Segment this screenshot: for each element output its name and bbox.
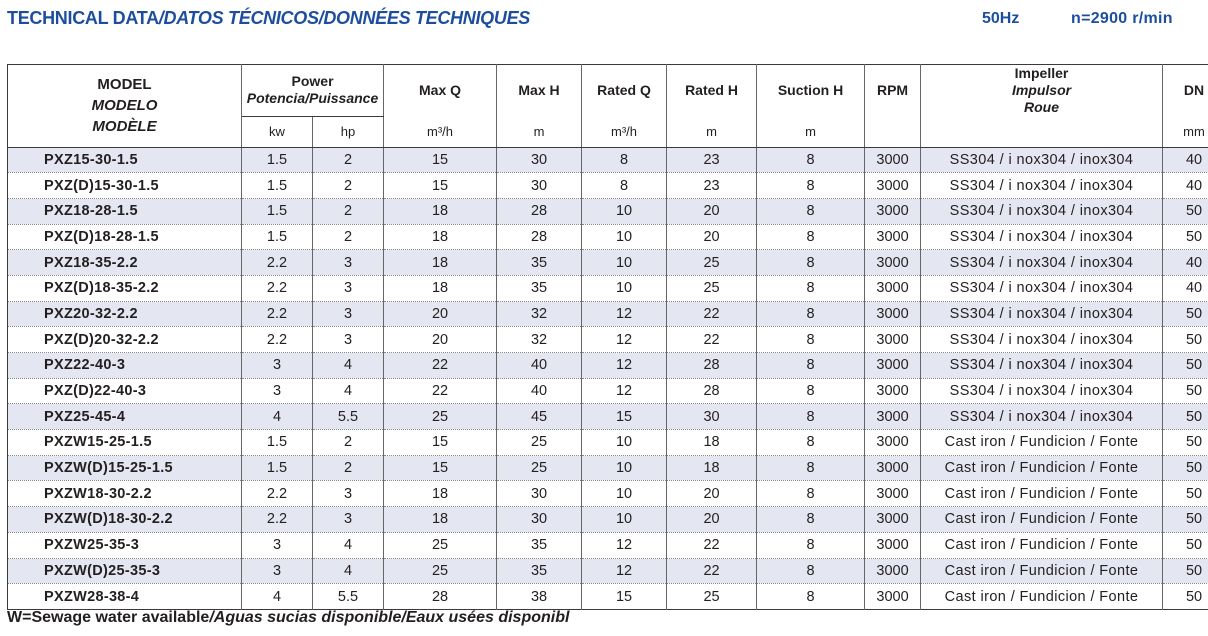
cell-dn: 40: [1163, 173, 1208, 199]
cell-rated-q: 10: [582, 507, 667, 533]
cell-rated-q: 12: [582, 327, 667, 353]
cell-max-q: 15: [384, 430, 497, 456]
cell-max-q: 25: [384, 558, 497, 584]
cell-power-kw: 2.2: [242, 327, 313, 353]
table-row: [8, 353, 1208, 379]
cell-max-q: 15: [384, 147, 497, 173]
cell-rated-h: 22: [667, 327, 757, 353]
cell-rpm: 3000: [865, 404, 921, 430]
cell-dn: 50: [1163, 481, 1208, 507]
footer-note-es: /Aguas sucias disponible: [209, 609, 402, 626]
cell-model: PXZW15-25-1.5: [8, 430, 242, 456]
cell-rated-h: 23: [667, 173, 757, 199]
cell-max-q: 20: [384, 301, 497, 327]
cell-impeller: SS304 / i nox304 / inox304: [921, 327, 1163, 353]
cell-suction-h: 8: [757, 224, 865, 250]
unit-rated-h: m: [667, 116, 757, 147]
cell-suction-h: 8: [757, 430, 865, 456]
cell-max-h: 32: [497, 327, 582, 353]
header-power: [242, 65, 384, 117]
cell-impeller: Cast iron / Fundicion / Fonte: [921, 430, 1163, 456]
frequency-label: 50Hz: [982, 10, 1020, 27]
cell-power-kw: 3: [242, 378, 313, 404]
cell-power-kw: 1.5: [242, 430, 313, 456]
cell-max-q: 22: [384, 353, 497, 379]
cell-model: PXZ25-45-4: [8, 404, 242, 430]
cell-power-kw: 1.5: [242, 173, 313, 199]
cell-rated-q: 10: [582, 481, 667, 507]
cell-rated-h: 28: [667, 353, 757, 379]
unit-rated-q: m³/h: [582, 116, 667, 147]
cell-suction-h: 8: [757, 327, 865, 353]
cell-suction-h: 8: [757, 558, 865, 584]
cell-impeller: Cast iron / Fundicion / Fonte: [921, 507, 1163, 533]
cell-rpm: 3000: [865, 481, 921, 507]
cell-rpm: 3000: [865, 327, 921, 353]
header-suction-h: Suction H: [757, 65, 865, 117]
cell-dn: 50: [1163, 327, 1208, 353]
cell-max-h: 25: [497, 430, 582, 456]
cell-power-kw: 2.2: [242, 301, 313, 327]
unit-max-h: m: [497, 116, 582, 147]
cell-max-q: 18: [384, 250, 497, 276]
cell-rated-q: 10: [582, 224, 667, 250]
cell-power-hp: 4: [313, 378, 384, 404]
unit-kw: kw: [242, 116, 313, 147]
cell-model: PXZ18-35-2.2: [8, 250, 242, 276]
header-model-en: MODEL: [97, 76, 152, 94]
cell-model: PXZW18-30-2.2: [8, 481, 242, 507]
cell-impeller: Cast iron / Fundicion / Fonte: [921, 558, 1163, 584]
cell-rated-q: 10: [582, 198, 667, 224]
table-row: [8, 558, 1208, 584]
cell-rpm: 3000: [865, 147, 921, 173]
cell-rated-q: 12: [582, 532, 667, 558]
cell-power-hp: 3: [313, 481, 384, 507]
cell-rated-q: 8: [582, 147, 667, 173]
cell-power-hp: 5.5: [313, 584, 384, 610]
cell-model: PXZW(D)18-30-2.2: [8, 507, 242, 533]
cell-dn: 50: [1163, 430, 1208, 456]
header-rated-h: Rated H: [667, 65, 757, 117]
technical-data-table: [7, 64, 1208, 610]
header-max-h: Max H: [497, 65, 582, 117]
cell-rated-h: 18: [667, 430, 757, 456]
cell-suction-h: 8: [757, 584, 865, 610]
cell-max-h: 28: [497, 224, 582, 250]
table-row: [8, 198, 1208, 224]
cell-suction-h: 8: [757, 275, 865, 301]
cell-dn: 50: [1163, 507, 1208, 533]
cell-rated-q: 10: [582, 275, 667, 301]
cell-max-h: 30: [497, 173, 582, 199]
cell-power-hp: 2: [313, 224, 384, 250]
unit-hp: hp: [313, 116, 384, 147]
cell-power-hp: 3: [313, 250, 384, 276]
cell-rated-q: 15: [582, 404, 667, 430]
cell-suction-h: 8: [757, 481, 865, 507]
cell-max-h: 35: [497, 532, 582, 558]
cell-rated-h: 25: [667, 250, 757, 276]
cell-dn: 50: [1163, 224, 1208, 250]
cell-max-h: 45: [497, 404, 582, 430]
cell-max-h: 28: [497, 198, 582, 224]
table-body: [8, 147, 1208, 609]
cell-model: PXZ22-40-3: [8, 353, 242, 379]
cell-model: PXZ(D)22-40-3: [8, 378, 242, 404]
cell-suction-h: 8: [757, 250, 865, 276]
cell-power-kw: 1.5: [242, 198, 313, 224]
cell-dn: 40: [1163, 250, 1208, 276]
cell-impeller: SS304 / i nox304 / inox304: [921, 353, 1163, 379]
cell-rated-h: 20: [667, 507, 757, 533]
cell-impeller: SS304 / i nox304 / inox304: [921, 198, 1163, 224]
cell-dn: 50: [1163, 455, 1208, 481]
cell-rated-q: 12: [582, 378, 667, 404]
title-es: /DATOS TÉCNICOS: [158, 8, 319, 28]
cell-rpm: 3000: [865, 584, 921, 610]
cell-impeller: SS304 / i nox304 / inox304: [921, 147, 1163, 173]
header-power-es-fr: Potencia/Puissance: [246, 90, 379, 107]
cell-power-hp: 4: [313, 532, 384, 558]
title-fr: /DONNÉES TECHNIQUES: [318, 8, 530, 28]
cell-suction-h: 8: [757, 198, 865, 224]
cell-rated-q: 10: [582, 455, 667, 481]
cell-rpm: 3000: [865, 558, 921, 584]
cell-impeller: Cast iron / Fundicion / Fonte: [921, 532, 1163, 558]
cell-rpm: 3000: [865, 430, 921, 456]
cell-rated-h: 28: [667, 378, 757, 404]
cell-max-q: 18: [384, 198, 497, 224]
table-row: [8, 378, 1208, 404]
cell-rated-q: 10: [582, 250, 667, 276]
cell-power-hp: 3: [313, 301, 384, 327]
cell-dn: 50: [1163, 404, 1208, 430]
cell-rpm: 3000: [865, 301, 921, 327]
cell-impeller: SS304 / i nox304 / inox304: [921, 404, 1163, 430]
unit-suction-h: m: [757, 116, 865, 147]
cell-power-kw: 4: [242, 404, 313, 430]
cell-rpm: 3000: [865, 353, 921, 379]
cell-dn: 50: [1163, 353, 1208, 379]
cell-power-kw: 4: [242, 584, 313, 610]
table-row: [8, 327, 1208, 353]
cell-dn: 50: [1163, 378, 1208, 404]
cell-power-kw: 2.2: [242, 275, 313, 301]
page-title: [7, 8, 530, 29]
cell-dn: 50: [1163, 532, 1208, 558]
cell-model: PXZ(D)20-32-2.2: [8, 327, 242, 353]
cell-dn: 50: [1163, 558, 1208, 584]
cell-suction-h: 8: [757, 353, 865, 379]
cell-max-h: 35: [497, 558, 582, 584]
cell-max-h: 40: [497, 353, 582, 379]
header-impeller-es: Impulsor: [1011, 82, 1072, 98]
cell-model: PXZ(D)18-28-1.5: [8, 224, 242, 250]
cell-max-h: 30: [497, 481, 582, 507]
cell-rpm: 3000: [865, 378, 921, 404]
cell-power-kw: 2.2: [242, 481, 313, 507]
cell-power-kw: 3: [242, 558, 313, 584]
cell-max-q: 15: [384, 173, 497, 199]
cell-rpm: 3000: [865, 507, 921, 533]
cell-model: PXZW28-38-4: [8, 584, 242, 610]
header-rated-q: Rated Q: [582, 65, 667, 117]
header-impeller: [921, 65, 1163, 117]
cell-rated-q: 12: [582, 558, 667, 584]
cell-model: PXZW(D)15-25-1.5: [8, 455, 242, 481]
table-row: [8, 275, 1208, 301]
footer-note: [7, 609, 569, 627]
cell-impeller: SS304 / i nox304 / inox304: [921, 173, 1163, 199]
cell-suction-h: 8: [757, 147, 865, 173]
cell-max-h: 35: [497, 275, 582, 301]
cell-rpm: 3000: [865, 532, 921, 558]
cell-model: PXZ20-32-2.2: [8, 301, 242, 327]
cell-max-h: 30: [497, 507, 582, 533]
cell-model: PXZ(D)15-30-1.5: [8, 173, 242, 199]
header-rpm: RPM: [865, 65, 921, 117]
cell-power-hp: 4: [313, 353, 384, 379]
cell-model: PXZ15-30-1.5: [8, 147, 242, 173]
cell-max-q: 20: [384, 327, 497, 353]
cell-impeller: SS304 / i nox304 / inox304: [921, 275, 1163, 301]
cell-suction-h: 8: [757, 455, 865, 481]
title-en: TECHNICAL DATA: [7, 8, 159, 28]
cell-power-hp: 3: [313, 275, 384, 301]
header-model: [8, 65, 242, 148]
cell-rated-q: 10: [582, 430, 667, 456]
cell-power-hp: 2: [313, 430, 384, 456]
cell-rpm: 3000: [865, 224, 921, 250]
cell-rpm: 3000: [865, 455, 921, 481]
cell-rated-q: 12: [582, 301, 667, 327]
header-impeller-fr: Roue: [1024, 99, 1060, 115]
cell-power-kw: 2.2: [242, 507, 313, 533]
cell-rpm: 3000: [865, 173, 921, 199]
cell-suction-h: 8: [757, 404, 865, 430]
cell-suction-h: 8: [757, 173, 865, 199]
header-model-es: MODELO: [91, 97, 158, 115]
cell-rated-h: 20: [667, 481, 757, 507]
cell-rated-h: 20: [667, 224, 757, 250]
cell-rated-h: 20: [667, 198, 757, 224]
cell-rated-h: 23: [667, 147, 757, 173]
speed-label: n=2900 r/min: [1071, 10, 1173, 27]
cell-max-q: 25: [384, 404, 497, 430]
cell-dn: 50: [1163, 198, 1208, 224]
cell-impeller: SS304 / i nox304 / inox304: [921, 224, 1163, 250]
cell-power-kw: 1.5: [242, 147, 313, 173]
cell-model: PXZ18-28-1.5: [8, 198, 242, 224]
cell-model: PXZW(D)25-35-3: [8, 558, 242, 584]
cell-max-h: 40: [497, 378, 582, 404]
cell-suction-h: 8: [757, 378, 865, 404]
table-row: [8, 147, 1208, 173]
cell-impeller: Cast iron / Fundicion / Fonte: [921, 481, 1163, 507]
cell-max-q: 18: [384, 224, 497, 250]
cell-max-h: 25: [497, 455, 582, 481]
cell-power-kw: 1.5: [242, 224, 313, 250]
table-row: [8, 250, 1208, 276]
cell-dn: 50: [1163, 301, 1208, 327]
table-row: [8, 481, 1208, 507]
cell-rated-q: 12: [582, 353, 667, 379]
cell-rated-h: 22: [667, 301, 757, 327]
cell-power-hp: 2: [313, 198, 384, 224]
cell-max-h: 35: [497, 250, 582, 276]
cell-impeller: Cast iron / Fundicion / Fonte: [921, 584, 1163, 610]
footer-note-en: W=Sewage water available: [7, 609, 210, 626]
cell-max-q: 18: [384, 507, 497, 533]
header-impeller-en: Impeller: [1014, 65, 1069, 81]
cell-power-hp: 2: [313, 147, 384, 173]
cell-rated-h: 18: [667, 455, 757, 481]
cell-max-h: 38: [497, 584, 582, 610]
cell-rated-h: 25: [667, 275, 757, 301]
table-row: [8, 430, 1208, 456]
cell-power-hp: 2: [313, 455, 384, 481]
cell-max-q: 25: [384, 532, 497, 558]
cell-max-q: 28: [384, 584, 497, 610]
header-power-en: Power: [291, 73, 334, 90]
cell-rpm: 3000: [865, 198, 921, 224]
cell-suction-h: 8: [757, 507, 865, 533]
cell-rated-q: 8: [582, 173, 667, 199]
cell-power-hp: 3: [313, 507, 384, 533]
cell-max-h: 30: [497, 147, 582, 173]
table-row: [8, 404, 1208, 430]
cell-power-hp: 3: [313, 327, 384, 353]
cell-suction-h: 8: [757, 301, 865, 327]
cell-max-q: 15: [384, 455, 497, 481]
cell-max-h: 32: [497, 301, 582, 327]
cell-impeller: SS304 / i nox304 / inox304: [921, 378, 1163, 404]
table-row: [8, 532, 1208, 558]
cell-dn: 40: [1163, 147, 1208, 173]
cell-model: PXZ(D)18-35-2.2: [8, 275, 242, 301]
table-row: [8, 301, 1208, 327]
cell-max-q: 18: [384, 275, 497, 301]
table-row: [8, 224, 1208, 250]
cell-power-kw: 3: [242, 532, 313, 558]
cell-rated-q: 15: [582, 584, 667, 610]
cell-impeller: SS304 / i nox304 / inox304: [921, 301, 1163, 327]
cell-power-hp: 2: [313, 173, 384, 199]
table-row: [8, 507, 1208, 533]
footer-note-fr: /Eaux usées disponibl: [401, 609, 570, 626]
cell-power-kw: 1.5: [242, 455, 313, 481]
cell-rated-h: 30: [667, 404, 757, 430]
cell-power-kw: 2.2: [242, 250, 313, 276]
cell-impeller: Cast iron / Fundicion / Fonte: [921, 455, 1163, 481]
cell-model: PXZW25-35-3: [8, 532, 242, 558]
cell-max-q: 18: [384, 481, 497, 507]
cell-impeller: SS304 / i nox304 / inox304: [921, 250, 1163, 276]
table-row: [8, 173, 1208, 199]
cell-power-kw: 3: [242, 353, 313, 379]
cell-rpm: 3000: [865, 250, 921, 276]
cell-rated-h: 22: [667, 532, 757, 558]
header-model-fr: MODÈLE: [92, 118, 157, 136]
cell-suction-h: 8: [757, 532, 865, 558]
cell-rpm: 3000: [865, 275, 921, 301]
cell-dn: 40: [1163, 275, 1208, 301]
unit-impeller: [921, 116, 1163, 147]
cell-max-q: 22: [384, 378, 497, 404]
header-max-q: Max Q: [384, 65, 497, 117]
unit-rpm: [865, 116, 921, 147]
cell-power-hp: 4: [313, 558, 384, 584]
cell-rated-h: 25: [667, 584, 757, 610]
header-dn: DN: [1163, 65, 1208, 117]
unit-dn: mm: [1163, 116, 1208, 147]
cell-power-hp: 5.5: [313, 404, 384, 430]
table-row: [8, 455, 1208, 481]
cell-rated-h: 22: [667, 558, 757, 584]
cell-dn: 50: [1163, 584, 1208, 610]
table-row: [8, 584, 1208, 610]
unit-max-q: m³/h: [384, 116, 497, 147]
